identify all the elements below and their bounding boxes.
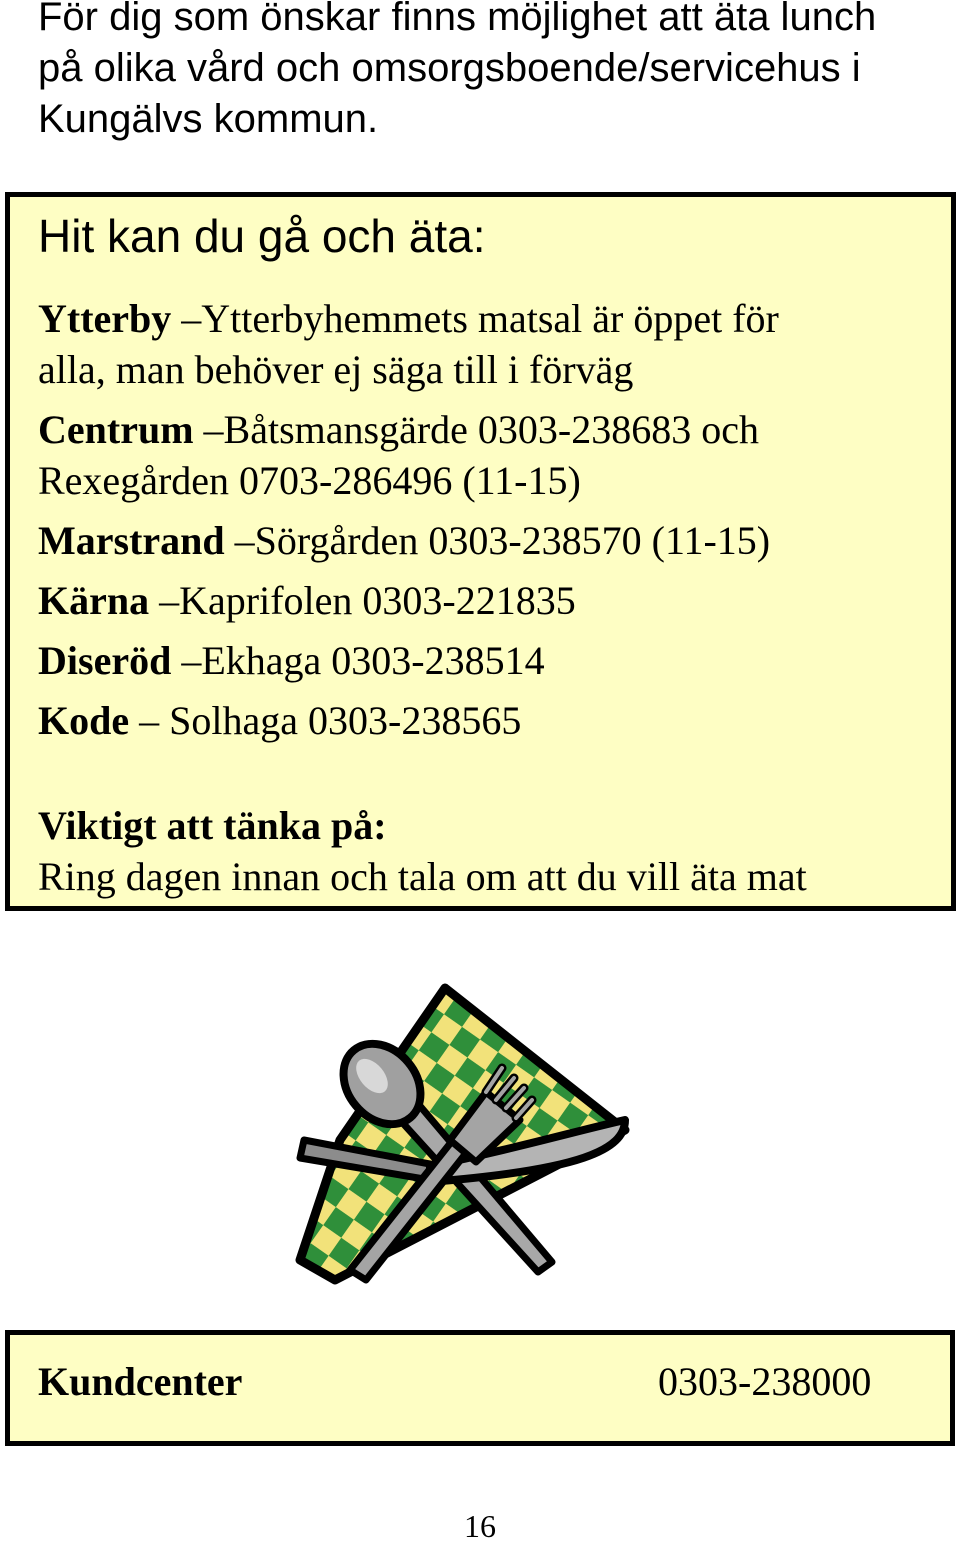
place-detail: –Kaprifolen 0303-221835 (159, 578, 576, 623)
contact-phone: 0303-238000 (658, 1359, 872, 1404)
place-detail: –Ekhaga 0303-238514 (181, 638, 545, 683)
important-title: Viktigt att tänka på: (38, 803, 387, 848)
place-name: Diseröd (38, 638, 172, 683)
place-detail: – Solhaga 0303-238565 (139, 698, 522, 743)
place-name: Ytterby (38, 296, 172, 341)
place-name: Kärna (38, 578, 150, 623)
place-item-ytterby (38, 293, 938, 395)
lunch-places-heading: Hit kan du gå och äta: (38, 210, 486, 262)
page-number: 16 (464, 1508, 496, 1544)
place-item-kode (38, 695, 938, 746)
lunch-places-list (38, 293, 938, 746)
intro-line: För dig som önskar finns möjlighet att äta lunch (38, 0, 877, 39)
place-detail: alla, man behöver ej säga till i förväg (38, 347, 634, 392)
place-detail: –Sörgården 0303-238570 (11-15) (234, 518, 771, 563)
place-detail: –Ytterbyhemmets matsal är öppet för (181, 296, 779, 341)
intro-text (38, 0, 938, 145)
intro-line: Kungälvs kommun. (38, 97, 379, 141)
important-text: Ring dagen innan och tala om att du vill äta mat (38, 854, 807, 899)
place-item-karna (38, 575, 938, 626)
place-name: Kode (38, 698, 130, 743)
place-item-marstrand (38, 515, 938, 566)
place-item-diserod (38, 635, 938, 686)
place-name: Centrum (38, 407, 194, 452)
place-detail: –Båtsmansgärde 0303-238683 och (203, 407, 759, 452)
place-name: Marstrand (38, 518, 225, 563)
place-item-centrum (38, 404, 938, 506)
contact-label: Kundcenter (38, 1359, 243, 1404)
cutlery-on-napkin-icon (280, 980, 640, 1310)
place-detail: Rexegården 0703-286496 (11-15) (38, 458, 581, 503)
intro-line: på olika vård och omsorgsboende/servicehus i (38, 46, 861, 90)
